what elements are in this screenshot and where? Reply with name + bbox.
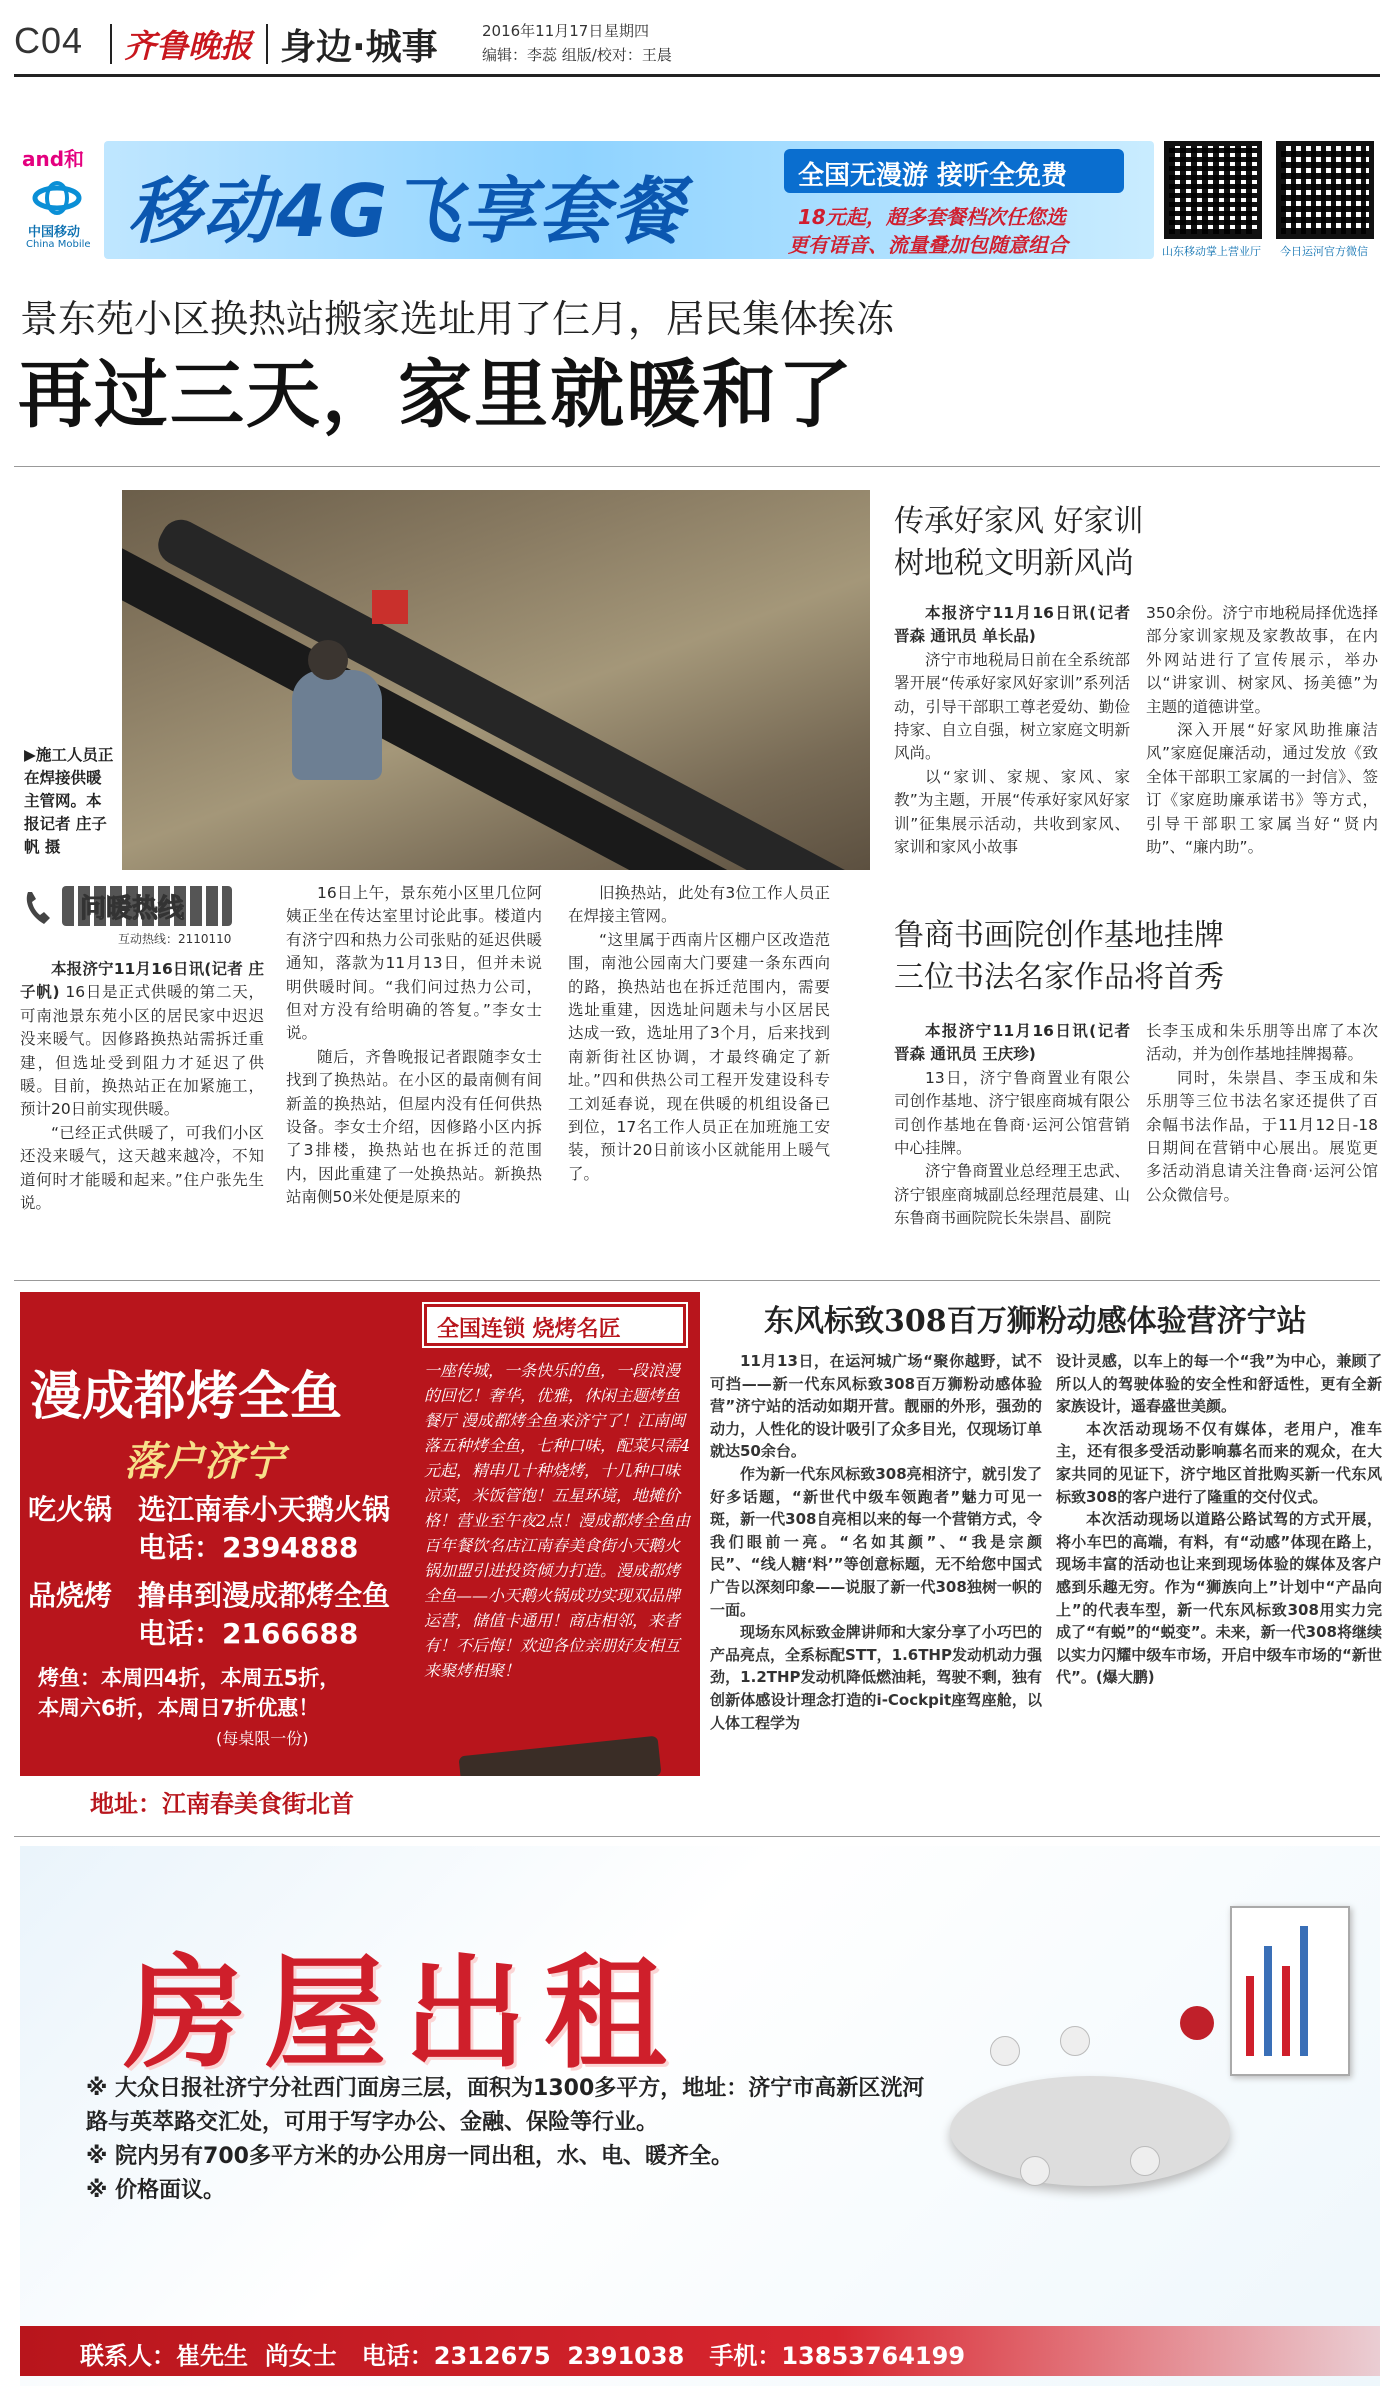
fish-ad-title: 漫成都烤全鱼	[30, 1366, 343, 1427]
fish-ad-badge-text: 全国连锁 烧烤名匠	[437, 1317, 621, 1342]
story1-col1	[20, 958, 264, 1215]
story1-kicker: 景东苑小区换热站搬家选址用了仨月，居民集体挨冻	[20, 297, 895, 341]
fish-ad-address-bar	[20, 1776, 700, 1822]
story2-col1	[894, 602, 1130, 859]
story1-col3-p2: “这里属于西南片区棚户区改造范围，南池公园南大门要建一条东西向的路，换热站也在拆迁范围内，需要选址重建，因选址问题未与小区居民达成一致，选址用了3个月，后来找到南新街社区协调，才最终确定了新址。”四和供热公司工程开发建设科专工刘延春说，现在供暖的机组设备已到位，17名工作人员正在加班施工安装，预计20日前该小区就能用上暖气了。	[568, 930, 830, 1183]
story3-col2-p2: 同时，朱崇昌、李玉成和朱乐朋等三位书法名家还提供了百余幅书法作品，于11月12日-18日期间在营销中心展出。展览更多活动消息请关注鲁商·运河公馆公众微信号。	[1146, 1068, 1378, 1204]
fish-ad-subtitle: 落户济宁	[124, 1438, 284, 1485]
story1-headline: 再过三天，家里就暖和了	[18, 352, 854, 438]
story3-col2	[1146, 1020, 1378, 1207]
story4-col1-p1: 11月13日，在运河城广场“聚你越野，试不可挡——新一代东风标致308百万狮粉动感体验营”济宁站的活动如期开营。靓丽的外形，强劲的动力，人性化的设计吸引了众多目光，仅现场订单就达50余台。	[710, 1352, 1042, 1461]
story4-headline: 东风标致308百万狮粉动感体验营济宁站	[764, 1304, 1307, 1339]
qr-code-2-caption: 今日运河官方微信	[1280, 245, 1368, 258]
story2-col1-p1: 济宁市地税局日前在全系统部署开展“传承好家风好家训”系列活动，引导干部职工尊老爱幼、勤俭持家、自立自强，树立家庭文明新风尚。	[894, 650, 1130, 763]
story2-headline-2: 树地税文明新风尚	[894, 546, 1134, 581]
story1-photo	[122, 490, 870, 870]
story4-col2-p1: 设计灵感，以车上的每一个“我”为中心，兼顾了所以人的驾驶体验的安全性和舒适性，更有全新家族设计，遥春盛世美颜。	[1056, 1352, 1382, 1416]
china-mobile-cn: 中国移动	[28, 225, 81, 240]
ad-house-rental	[20, 1846, 1380, 2386]
story2-col1-p2: 以“家训、家规、家风、家教”为主题，开展“传承好家风好家训”征集展示活动，共收到家风、家训和家风小故事	[894, 767, 1130, 857]
fish-ad-row1-text: 选江南春小天鹅火锅	[138, 1493, 391, 1526]
section-title: 身边·城事	[280, 27, 438, 68]
story1-col1-p2: “已经正式供暖了，可我们小区还没来暖气，这天越来越冷，不知道何时才能暖和起来。”住户张先生说。	[20, 1123, 264, 1213]
story1-byline: 本报济宁11月16日讯(记者 庄子帆)	[20, 960, 264, 1002]
story4-col2-p3: 本次活动现场以道路公路试驾的方式开展，将小车巴的高端，有料，有“动感”体现在路上，现场丰富的活动也让来到现场体验的媒体及客户感到乐趣无穷。作为“狮族向上”计划中“产品向上”的代表车型，新一代东风标致308用实力完成了“有蜕”的“蜕变”。未来，新一代308将继续以实力闪耀中级车市场，开启中级车市场的“新世代”。(爆大鹏)	[1056, 1510, 1382, 1687]
fish-ad-row2-text: 撸串到漫成都烤全鱼	[138, 1579, 391, 1612]
fish-ad-row2-label: 品烧烤	[28, 1579, 113, 1612]
fish-ad-row1-phone: 电话：2394888	[138, 1531, 359, 1564]
qr-code-1	[1164, 141, 1262, 239]
and-logo: and和	[22, 147, 85, 171]
fish-ad-row1-label: 吃火锅	[28, 1493, 113, 1526]
hotline-box	[22, 884, 282, 948]
story1-col2-p1: 16日上午，景东苑小区里几位阿姨正坐在传达室里讨论此事。楼道内有济宁四和热力公司张贴的延迟供暖通知，落款为11月13日，但并未说明供暖时间。“我们问过热力公司，但对方没有给明确的答复。”李女士说。	[286, 884, 542, 1043]
fish-ad-row2-phone: 电话：2166688	[138, 1617, 359, 1650]
rental-line-3: ※ 价格面议。	[86, 2178, 226, 2203]
mobile-ad-panel	[104, 141, 1154, 259]
ad-mobile-banner	[14, 137, 1380, 265]
rental-line-1: ※ 大众日报社济宁分社西门面房三层，面积为1300多平方，地址：济宁市高新区洸河路与英萃路交汇处，可用于写字办公、金融、保险等行业。	[86, 2076, 925, 2135]
story1-photo-caption: ▶施工人员正在焊接供暖主管网。本报记者 庄子帆 摄	[24, 746, 114, 856]
story3-headline-1: 鲁商书画院创作基地挂牌	[894, 918, 1224, 953]
story3-col2-p1: 长李玉成和朱乐朋等出席了本次活动，并为创作基地挂牌揭幕。	[1146, 1022, 1378, 1064]
story2-col2-p2: 深入开展“好家风助推廉洁风”家庭促廉活动，通过发放《致全体干部职工家属的一封信》、签订《家庭助廉承诺书》等方式，引导干部职工家属当好“贤内助”、“廉内助”。	[1146, 721, 1378, 857]
story1-col3	[568, 882, 830, 1186]
story3-col1	[894, 1020, 1130, 1231]
rental-ad-title: 房屋出租	[124, 1941, 684, 2085]
mobile-ad-headline: 移动4G飞享套餐	[128, 169, 686, 253]
fish-ad-badge	[424, 1304, 686, 1346]
story4-col2	[1056, 1350, 1382, 1689]
mobile-ad-subline: 更有语音、流量叠加包随意组合	[788, 233, 1068, 257]
rental-line-2: ※ 院内另有700多平方米的办公用房一同出租，水、电、暖齐全。	[86, 2144, 733, 2169]
fish-ad-promo-note: (每桌限一份)	[216, 1729, 309, 1748]
editors-line: 编辑：李蕊 组版/校对：王晨	[482, 46, 672, 64]
fish-ad-address: 地址：江南春美食街北首	[90, 1790, 354, 1818]
story2-byline: 本报济宁11月16日讯(记者 晋森 通讯员 单长品)	[894, 604, 1130, 646]
story1-col3-p1: 旧换热站，此处有3位工作人员正在焊接主管网。	[568, 884, 830, 926]
story2-col2	[1146, 602, 1378, 859]
story1-col1-p1: 16日是正式供暖的第二天，可南池景东苑小区的居民家中迟迟没来暖气。因修路换热站需拆迁重建，但选址受到阻力才延迟了供暖。目前，换热站正在加紧施工，预计20日前实现供暖。	[20, 983, 264, 1119]
story3-col1-p2: 济宁鲁商置业总经理王忠武、济宁银座商城副总经理范晨建、山东鲁商书画院院长朱崇昌、副院	[894, 1162, 1130, 1228]
meeting-illustration	[930, 1886, 1370, 2266]
rental-ad-text	[86, 2072, 946, 2208]
qr-code-1-caption: 山东移动掌上营业厅	[1162, 245, 1261, 258]
issue-weekday: 星期四	[604, 22, 650, 40]
rental-contact: 联系人：崔先生 尚女士 电话：2312675 2391038 手机：13853764199	[80, 2342, 966, 2370]
china-mobile-icon	[32, 181, 82, 215]
china-mobile-logo	[18, 141, 102, 259]
mobile-ad-slogan-box	[784, 149, 1124, 193]
story3-byline: 本报济宁11月16日讯(记者 晋森 通讯员 王庆珍)	[894, 1022, 1130, 1064]
qr-code-2	[1276, 141, 1374, 239]
hotline-title: 问暖热线	[80, 894, 185, 924]
fish-ad-handwriting: 一座传城，一条快乐的鱼，一段浪漫的回忆！奢华，优雅，休闲主题烤鱼餐厅 漫成都烤全鱼来济宁了！江南闽落五种烤全鱼，七种口味，配菜只需4元起，精串几十种烧烤，十几种口味凉菜，米饭管饱！五星环境，地摊价格！营业至午夜2点！漫成都烤全鱼由百年餐饮名店江南春美食街小天鹅火锅加盟引进投资倾力打造。漫成都烤全鱼——小天鹅火锅成功实现双品牌运营，储值卡通用！商店相邻，来者有！不后悔！欢迎各位亲朋好友相互来聚烤相聚！	[424, 1361, 691, 1680]
rental-contact-bar	[20, 2326, 1380, 2376]
issue-date: 2016年11月17日	[482, 22, 604, 40]
story3-headline-2: 三位书法名家作品将首秀	[894, 960, 1224, 995]
story4-col2-p2: 本次活动现场不仅有媒体，老用户，准车主，还有很多受活动影响慕名而来的观众，在大家共同的见证下，济宁地区首批购买新一代东风标致308的客户进行了隆重的交付仪式。	[1056, 1419, 1382, 1506]
paper-name: 齐鲁晚报	[124, 27, 253, 65]
story4-col1	[710, 1350, 1042, 1734]
mobile-ad-price: 18元起，超多套餐档次任您选	[798, 205, 1066, 229]
fish-ad-promo-1: 烤鱼：本周四4折，本周五5折，	[38, 1666, 341, 1690]
ad-fish-restaurant	[20, 1292, 700, 1822]
china-mobile-en: China Mobile	[26, 239, 91, 250]
story4-col1-p3: 现场东风标致金牌讲师和大家分享了小巧巴的产品亮点，全系标配STT，1.6THP发动机动力强劲，1.2THP发动机降低燃油耗，驾驶不剩，独有创新体感设计理念打造的i-Cockpit座驾座舱，以人体工程学为	[710, 1623, 1042, 1732]
story4-col1-p2: 作为新一代东风标致308亮相济宁，就引发了好多话题，“新世代中级车领跑者”魅力可见一斑，新一代308自亮相以来的每一个营销方式，令我们眼前一亮。“名如其颜”、“我是宗颜民”、“线人糖‘料’”等创意标题，无不给您中国式广告以深刻印象——说服了新一代308独树一帜的一面。	[710, 1464, 1042, 1619]
page-header	[14, 14, 1384, 70]
story2-col2-p1: 350余份。济宁市地税局择优选择部分家训家规及家教故事，在内外网站进行了宣传展示，举办以“讲家训、树家风、扬美德”为主题的道德讲堂。	[1146, 604, 1378, 716]
mobile-ad-slogan: 全国无漫游 接听全免费	[798, 161, 1068, 191]
phone-icon	[22, 888, 58, 928]
hotline-number: 互动热线：2110110	[118, 932, 232, 946]
page-number: C04	[14, 20, 84, 61]
story3-col1-p1: 13日，济宁鲁商置业有限公司创作基地、济宁银座商城有限公司创作基地在鲁商·运河公馆营销中心挂牌。	[894, 1068, 1130, 1158]
story1-col2	[286, 882, 542, 1210]
story1-col2-p2: 随后，齐鲁晚报记者跟随李女士找到了换热站。在小区的最南侧有间新盖的换热站，但屋内没有任何供热设备。李女士介绍，因修路小区内拆了3排楼，换热站也在拆迁的范围内，因此重建了一处换热站。新换热站南侧50米处便是原来的	[286, 1047, 542, 1207]
story2-headline-1: 传承好家风 好家训	[894, 504, 1144, 539]
fish-ad-promo-2: 本周六6折，本周日7折优惠！	[38, 1696, 320, 1720]
